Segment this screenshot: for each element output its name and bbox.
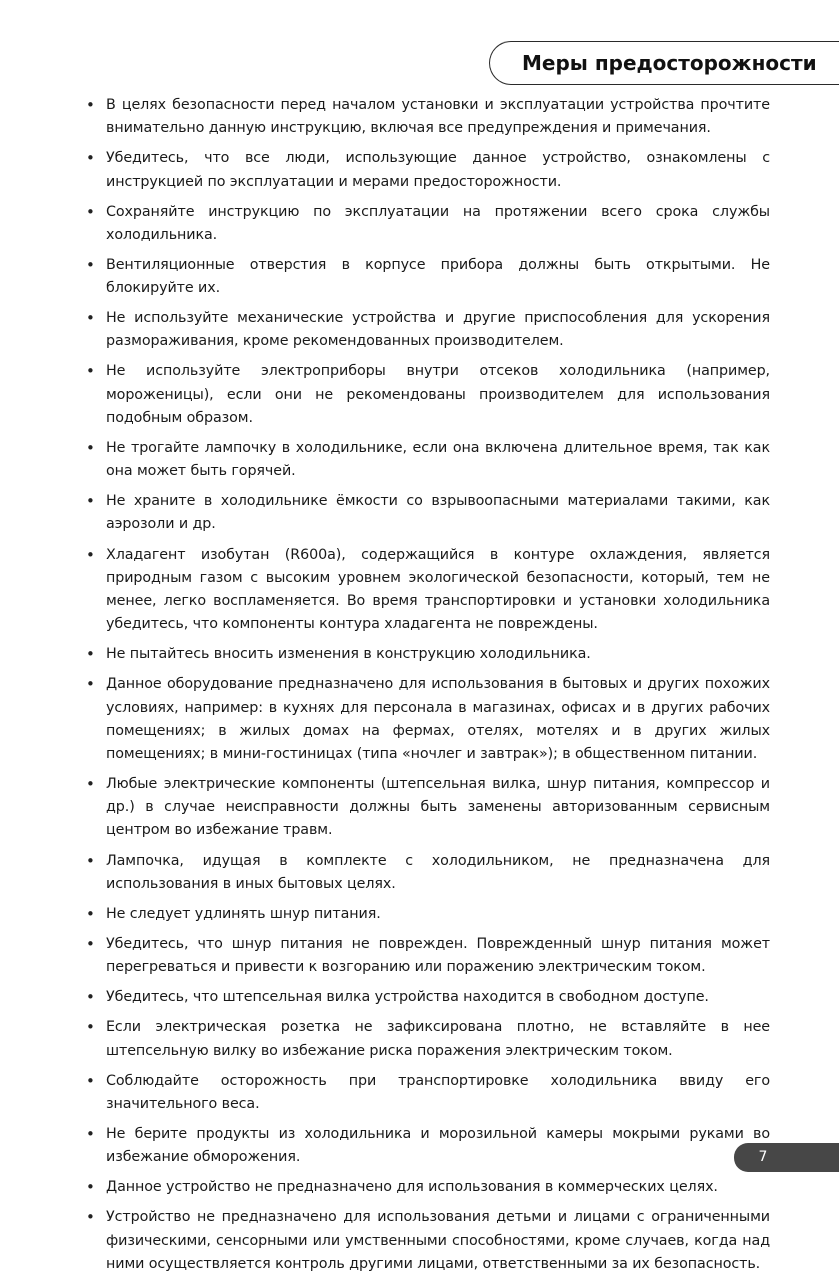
page-number-tab xyxy=(734,1143,839,1172)
list-item: • Если электрическая розетка не зафиксирована плотно, не вставляйте в нее штепсельную вилку во избежание риска поражения электрическим током. xyxy=(86,1016,770,1062)
list-item: • Данное устройство не предназначено для использования в коммерческих целях. xyxy=(86,1176,770,1199)
list-item: • Убедитесь, что штепсельная вилка устройства находится в свободном доступе. xyxy=(86,986,770,1009)
list-item: • Не храните в холодильнике ёмкости со взрывоопасными материалами такими, как аэрозоли и др. xyxy=(86,490,770,536)
list-item: • Не следует удлинять шнур питания. xyxy=(86,903,770,926)
list-item: • Не используйте электроприборы внутри отсеков холодильника (например, мороженицы), если они не рекомендованы производителем для использования подобным образом. xyxy=(86,360,770,430)
precautions-content xyxy=(86,94,770,1283)
list-item: • Не трогайте лампочку в холодильнике, если она включена длительное время, так как она может быть горячей. xyxy=(86,437,770,483)
list-item: • Не используйте механические устройства и другие приспособления для ускорения размораживания, кроме рекомендованных производителем. xyxy=(86,307,770,353)
page-number: 7 xyxy=(758,1149,768,1165)
page-title: Меры предосторожности xyxy=(522,51,817,75)
list-item: • Сохраняйте инструкцию по эксплуатации на протяжении всего срока службы холодильника. xyxy=(86,201,770,247)
list-item: • Устройство не предназначено для использования детьми и лицами с ограниченными физическими, сенсорными или умственными способностями, кроме случаев, когда над ними осуществляется контроль другими лицами, ответственными за их безопасность. xyxy=(86,1206,770,1276)
list-item: • Любые электрические компоненты (штепсельная вилка, шнур питания, компрессор и др.) в случае неисправности должны быть заменены авторизованным сервисным центром во избежание травм. xyxy=(86,773,770,843)
list-item: • Убедитесь, что шнур питания не поврежден. Поврежденный шнур питания может перегреваться и привести к возгоранию или поражению электрическим током. xyxy=(86,933,770,979)
list-item: • Хладагент изобутан (R600a), содержащийся в контуре охлаждения, является природным газом с высоким уровнем экологической безопасности, который, тем не менее, легко воспламеняется. Во время транспортировки и установки холодильника убедитесь, что компоненты контура хладагента не повреждены. xyxy=(86,544,770,637)
list-item: • Не пытайтесь вносить изменения в конструкцию холодильника. xyxy=(86,643,770,666)
list-item: • Соблюдайте осторожность при транспортировке холодильника ввиду его значительного веса. xyxy=(86,1070,770,1116)
list-item: • Вентиляционные отверстия в корпусе прибора должны быть открытыми. Не блокируйте их. xyxy=(86,254,770,300)
list-item: • Лампочка, идущая в комплекте с холодильником, не предназначена для использования в иных бытовых целях. xyxy=(86,850,770,896)
precautions-list xyxy=(86,94,770,1276)
list-item: • В целях безопасности перед началом установки и эксплуатации устройства прочтите внимательно данную инструкцию, включая все предупреждения и примечания. xyxy=(86,94,770,140)
list-item: • Данное оборудование предназначено для использования в бытовых и других похожих условиях, например: в кухнях для персонала в магазинах, офисах и в других рабочих помещениях; в жилых домах на фермах, отелях, мотелях и в других жилых помещениях; в мини-гостиницах (типа «ночлег и завтрак»); в общественном питании. xyxy=(86,673,770,766)
list-item: • Не берите продукты из холодильника и морозильной камеры мокрыми руками во избежание обморожения. xyxy=(86,1123,770,1169)
list-item: • Убедитесь, что все люди, использующие данное устройство, ознакомлены с инструкцией по эксплуатации и мерами предосторожности. xyxy=(86,147,770,193)
